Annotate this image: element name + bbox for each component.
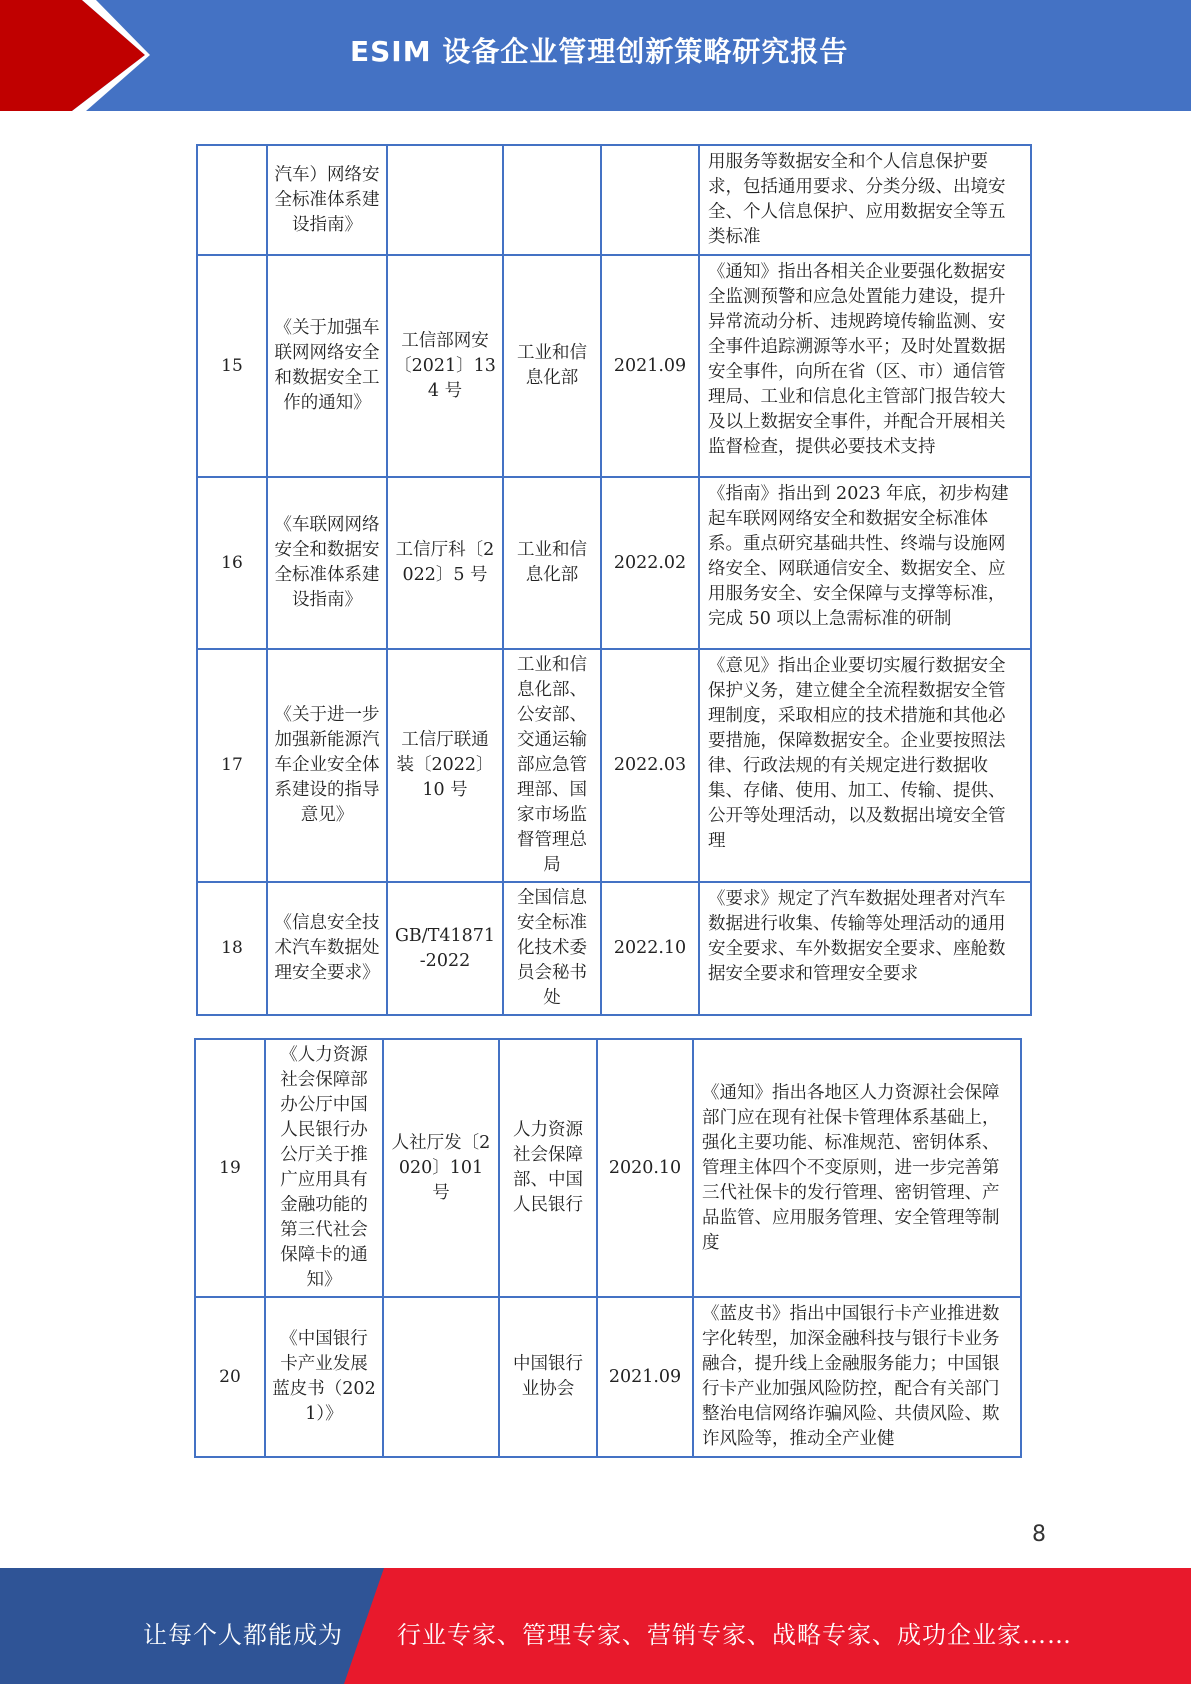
row-number: 20 [195, 1297, 265, 1457]
document-number [383, 1297, 499, 1457]
document-summary: 《通知》指出各地区人力资源社会保障部门应在现有社保卡管理体系基础上，强化主要功能、标准规范、密钥体系、管理主体四个不变原则，进一步完善第三代社保卡的发行管理、密钥管理、产品监管、应用服务管理、安全管理等制度 [693, 1039, 1021, 1297]
document-name: 《信息安全技术汽车数据处理安全要求》 [267, 882, 387, 1015]
document-summary: 《意见》指出企业要切实履行数据安全保护义务，建立健全全流程数据安全管理制度，采取相应的技术措施和其他必要措施，保障数据安全。企业要按照法律、行政法规的有关规定进行数据收集、存储、使用、加工、传输、提供、公开等处理活动，以及数据出境安全管理 [699, 649, 1031, 882]
document-name: 《中国银行卡产业发展蓝皮书（2021）》 [265, 1297, 383, 1457]
table-row [197, 477, 1031, 649]
table-row [197, 255, 1031, 477]
row-number: 19 [195, 1039, 265, 1297]
document-name: 《车联网网络安全和数据安全标准体系建设指南》 [267, 477, 387, 649]
issuing-authority: 全国信息安全标准化技术委员会秘书处 [503, 882, 601, 1015]
issue-date: 2022.02 [601, 477, 699, 649]
document-summary: 《蓝皮书》指出中国银行卡产业推进数字化转型，加深金融科技与银行卡业务融合，提升线上金融服务能力；中国银行卡产业加强风险防控，配合有关部门整治电信网络诈骗风险、共债风险、欺诈风险等，推动全产业健 [693, 1297, 1021, 1457]
document-name: 《人力资源社会保障部办公厅中国人民银行办公厅关于推广应用具有金融功能的第三代社会保障卡的通知》 [265, 1039, 383, 1297]
document-name: 《关于进一步加强新能源汽车企业安全体系建设的指导意见》 [267, 649, 387, 882]
issuing-authority: 中国银行业协会 [499, 1297, 597, 1457]
row-number: 18 [197, 882, 267, 1015]
table-row [195, 1297, 1021, 1457]
issue-date: 2022.10 [601, 882, 699, 1015]
issue-date: 2021.09 [601, 255, 699, 477]
issuing-authority: 工业和信息化部 [503, 255, 601, 477]
document-summary: 《指南》指出到 2023 年底，初步构建起车联网网络安全和数据安全标准体系。重点研究基础共性、终端与设施网络安全、网联通信安全、数据安全、应用服务安全、安全保障与支撑等标准，完成 50 项以上急需标准的研制 [699, 477, 1031, 649]
policy-table-1 [196, 144, 1032, 1016]
table-row [195, 1039, 1021, 1297]
report-title: ESIM 设备企业管理创新策略研究报告 [350, 35, 849, 68]
row-number: 16 [197, 477, 267, 649]
footer-slogan-right: 行业专家、管理专家、营销专家、战略专家、成功企业家…… [397, 1621, 1072, 1649]
issuing-authority [503, 145, 601, 255]
issuing-authority: 工业和信息化部、公安部、交通运输部应急管理部、国家市场监督管理总局 [503, 649, 601, 882]
issue-date: 2020.10 [597, 1039, 693, 1297]
issue-date: 2022.03 [601, 649, 699, 882]
page-number: 8 [1032, 1522, 1046, 1547]
table-row [197, 145, 1031, 255]
row-number [197, 145, 267, 255]
document-summary: 用服务等数据安全和个人信息保护要求，包括通用要求、分类分级、出境安全、个人信息保护、应用数据安全等五类标准 [699, 145, 1031, 255]
document-summary: 《要求》规定了汽车数据处理者对汽车数据进行收集、传输等处理活动的通用安全要求、车外数据安全要求、座舱数据安全要求和管理安全要求 [699, 882, 1031, 1015]
issuing-authority: 工业和信息化部 [503, 477, 601, 649]
document-number: 工信厅科〔2022〕5 号 [387, 477, 503, 649]
document-number: 工信部网安〔2021〕134 号 [387, 255, 503, 477]
document-summary: 《通知》指出各相关企业要强化数据安全监测预警和应急处置能力建设，提升异常流动分析、违规跨境传输监测、安全事件追踪溯源等水平；及时处置数据安全事件，向所在省（区、市）通信管理局、工业和信息化主管部门报告较大及以上数据安全事件，并配合开展相关监督检查，提供必要技术支持 [699, 255, 1031, 477]
footer-slogan-left: 让每个人都能成为 [143, 1621, 343, 1649]
table-row [197, 649, 1031, 882]
document-number: GB/T41871-2022 [387, 882, 503, 1015]
policy-table-2 [194, 1038, 1022, 1458]
document-number: 人社厅发〔2020〕101 号 [383, 1039, 499, 1297]
page-header [0, 0, 1191, 111]
row-number: 17 [197, 649, 267, 882]
header-red-chevron [0, 0, 150, 111]
issue-date [601, 145, 699, 255]
table-row [197, 882, 1031, 1015]
issuing-authority: 人力资源社会保障部、中国人民银行 [499, 1039, 597, 1297]
document-number [387, 145, 503, 255]
row-number: 15 [197, 255, 267, 477]
document-name: 汽车）网络安全标准体系建设指南》 [267, 145, 387, 255]
page-footer [0, 1568, 1191, 1684]
document-name: 《关于加强车联网网络安全和数据安全工作的通知》 [267, 255, 387, 477]
document-number: 工信厅联通装〔2022〕10 号 [387, 649, 503, 882]
issue-date: 2021.09 [597, 1297, 693, 1457]
